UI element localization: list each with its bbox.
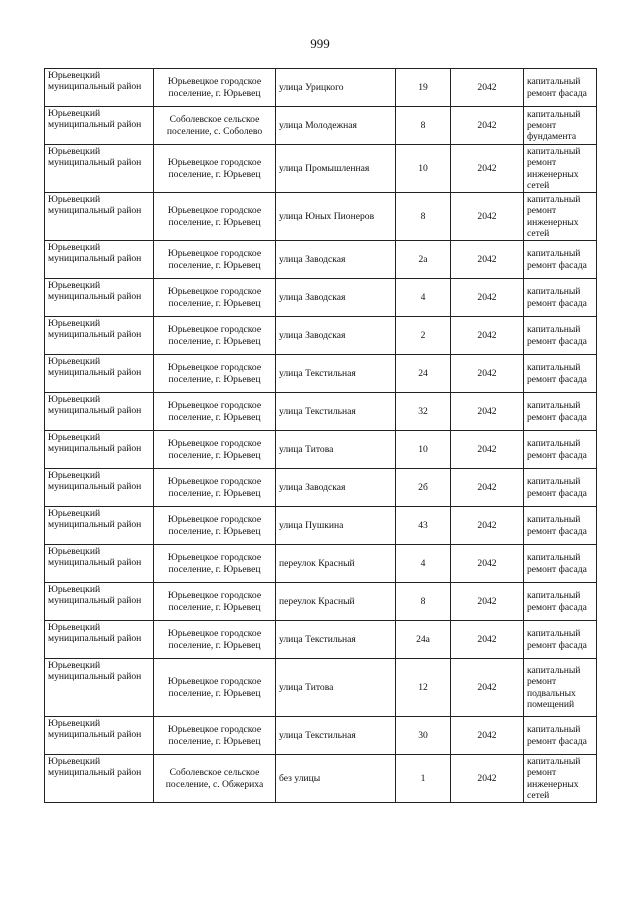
house-number-cell: 2б xyxy=(396,469,451,507)
house-number-cell: 8 xyxy=(396,193,451,241)
street-cell: улица Текстильная xyxy=(276,717,396,755)
page-number: 999 xyxy=(310,36,330,51)
year-cell: 2042 xyxy=(451,717,524,755)
table-row xyxy=(45,717,597,755)
work-type-cell: капитальный ремонт фасада xyxy=(524,355,597,393)
house-number-cell: 32 xyxy=(396,393,451,431)
settlement-cell: Юрьевецкое городское поселение, г. Юрьевец xyxy=(154,145,276,193)
district-cell: Юрьевецкий муниципальный район xyxy=(45,621,154,659)
settlement-cell: Юрьевецкое городское поселение, г. Юрьевец xyxy=(154,69,276,107)
district-cell: Юрьевецкий муниципальный район xyxy=(45,107,154,145)
year-cell: 2042 xyxy=(451,145,524,193)
work-type-cell: капитальный ремонт фасада xyxy=(524,545,597,583)
settlement-cell: Юрьевецкое городское поселение, г. Юрьевец xyxy=(154,545,276,583)
work-type-cell: капитальный ремонт подвальных помещений xyxy=(524,659,597,717)
district-cell: Юрьевецкий муниципальный район xyxy=(45,659,154,717)
work-type-cell: капитальный ремонт фасада xyxy=(524,621,597,659)
year-cell: 2042 xyxy=(451,69,524,107)
work-type-cell: капитальный ремонт фасада xyxy=(524,431,597,469)
table-row xyxy=(45,507,597,545)
settlement-cell: Юрьевецкое городское поселение, г. Юрьевец xyxy=(154,355,276,393)
district-cell: Юрьевецкий муниципальный район xyxy=(45,69,154,107)
street-cell: улица Текстильная xyxy=(276,393,396,431)
settlement-cell: Юрьевецкое городское поселение, г. Юрьевец xyxy=(154,193,276,241)
district-cell: Юрьевецкий муниципальный район xyxy=(45,241,154,279)
house-number-cell: 43 xyxy=(396,507,451,545)
table-row xyxy=(45,545,597,583)
year-cell: 2042 xyxy=(451,469,524,507)
district-cell: Юрьевецкий муниципальный район xyxy=(45,193,154,241)
work-type-cell: капитальный ремонт фасада xyxy=(524,69,597,107)
year-cell: 2042 xyxy=(451,621,524,659)
work-type-cell: капитальный ремонт фасада xyxy=(524,393,597,431)
street-cell: улица Титова xyxy=(276,659,396,717)
year-cell: 2042 xyxy=(451,317,524,355)
year-cell: 2042 xyxy=(451,583,524,621)
table-row xyxy=(45,279,597,317)
street-cell: улица Текстильная xyxy=(276,621,396,659)
street-cell: улица Текстильная xyxy=(276,355,396,393)
settlement-cell: Юрьевецкое городское поселение, г. Юрьевец xyxy=(154,431,276,469)
table-row xyxy=(45,193,597,241)
district-cell: Юрьевецкий муниципальный район xyxy=(45,431,154,469)
settlement-cell: Юрьевецкое городское поселение, г. Юрьевец xyxy=(154,717,276,755)
work-type-cell: капитальный ремонт фасада xyxy=(524,469,597,507)
work-type-cell: капитальный ремонт инженерных сетей xyxy=(524,755,597,803)
house-number-cell: 30 xyxy=(396,717,451,755)
street-cell: без улицы xyxy=(276,755,396,803)
house-number-cell: 2а xyxy=(396,241,451,279)
house-number-cell: 4 xyxy=(396,545,451,583)
year-cell: 2042 xyxy=(451,107,524,145)
street-cell: улица Титова xyxy=(276,431,396,469)
year-cell: 2042 xyxy=(451,279,524,317)
table-row xyxy=(45,69,597,107)
settlement-cell: Юрьевецкое городское поселение, г. Юрьевец xyxy=(154,659,276,717)
table-row xyxy=(45,621,597,659)
table-row xyxy=(45,659,597,717)
settlement-cell: Юрьевецкое городское поселение, г. Юрьевец xyxy=(154,507,276,545)
district-cell: Юрьевецкий муниципальный район xyxy=(45,145,154,193)
table-row xyxy=(45,431,597,469)
street-cell: переулок Красный xyxy=(276,583,396,621)
street-cell: улица Заводская xyxy=(276,317,396,355)
year-cell: 2042 xyxy=(451,507,524,545)
district-cell: Юрьевецкий муниципальный район xyxy=(45,279,154,317)
district-cell: Юрьевецкий муниципальный район xyxy=(45,507,154,545)
house-number-cell: 10 xyxy=(396,145,451,193)
year-cell: 2042 xyxy=(451,659,524,717)
house-number-cell: 8 xyxy=(396,583,451,621)
house-number-cell: 2 xyxy=(396,317,451,355)
district-cell: Юрьевецкий муниципальный район xyxy=(45,545,154,583)
table-row xyxy=(45,469,597,507)
street-cell: переулок Красный xyxy=(276,545,396,583)
work-type-cell: капитальный ремонт фасада xyxy=(524,717,597,755)
table-row xyxy=(45,355,597,393)
year-cell: 2042 xyxy=(451,755,524,803)
repair-schedule-table xyxy=(44,68,597,803)
street-cell: улица Заводская xyxy=(276,469,396,507)
street-cell: улица Молодежная xyxy=(276,107,396,145)
house-number-cell: 12 xyxy=(396,659,451,717)
house-number-cell: 24а xyxy=(396,621,451,659)
street-cell: улица Юных Пионеров xyxy=(276,193,396,241)
settlement-cell: Юрьевецкое городское поселение, г. Юрьевец xyxy=(154,393,276,431)
district-cell: Юрьевецкий муниципальный район xyxy=(45,355,154,393)
house-number-cell: 24 xyxy=(396,355,451,393)
district-cell: Юрьевецкий муниципальный район xyxy=(45,717,154,755)
settlement-cell: Юрьевецкое городское поселение, г. Юрьевец xyxy=(154,279,276,317)
house-number-cell: 4 xyxy=(396,279,451,317)
settlement-cell: Юрьевецкое городское поселение, г. Юрьевец xyxy=(154,241,276,279)
street-cell: улица Урицкого xyxy=(276,69,396,107)
settlement-cell: Юрьевецкое городское поселение, г. Юрьевец xyxy=(154,317,276,355)
district-cell: Юрьевецкий муниципальный район xyxy=(45,755,154,803)
table-row xyxy=(45,755,597,803)
street-cell: улица Заводская xyxy=(276,279,396,317)
work-type-cell: капитальный ремонт фасада xyxy=(524,583,597,621)
work-type-cell: капитальный ремонт фундамента xyxy=(524,107,597,145)
district-cell: Юрьевецкий муниципальный район xyxy=(45,317,154,355)
settlement-cell: Юрьевецкое городское поселение, г. Юрьевец xyxy=(154,469,276,507)
house-number-cell: 19 xyxy=(396,69,451,107)
street-cell: улица Заводская xyxy=(276,241,396,279)
work-type-cell: капитальный ремонт фасада xyxy=(524,279,597,317)
work-type-cell: капитальный ремонт инженерных сетей xyxy=(524,145,597,193)
settlement-cell: Юрьевецкое городское поселение, г. Юрьевец xyxy=(154,583,276,621)
street-cell: улица Пушкина xyxy=(276,507,396,545)
year-cell: 2042 xyxy=(451,545,524,583)
settlement-cell: Юрьевецкое городское поселение, г. Юрьевец xyxy=(154,621,276,659)
year-cell: 2042 xyxy=(451,241,524,279)
work-type-cell: капитальный ремонт фасада xyxy=(524,317,597,355)
district-cell: Юрьевецкий муниципальный район xyxy=(45,469,154,507)
table-row xyxy=(45,393,597,431)
year-cell: 2042 xyxy=(451,393,524,431)
settlement-cell: Соболевское сельское поселение, с. Соболево xyxy=(154,107,276,145)
year-cell: 2042 xyxy=(451,431,524,469)
work-type-cell: капитальный ремонт фасада xyxy=(524,241,597,279)
house-number-cell: 10 xyxy=(396,431,451,469)
year-cell: 2042 xyxy=(451,193,524,241)
house-number-cell: 1 xyxy=(396,755,451,803)
street-cell: улица Промышленная xyxy=(276,145,396,193)
district-cell: Юрьевецкий муниципальный район xyxy=(45,393,154,431)
table-row xyxy=(45,317,597,355)
table-row xyxy=(45,241,597,279)
table-row xyxy=(45,107,597,145)
work-type-cell: капитальный ремонт инженерных сетей xyxy=(524,193,597,241)
house-number-cell: 8 xyxy=(396,107,451,145)
table-row xyxy=(45,583,597,621)
table-row xyxy=(45,145,597,193)
work-type-cell: капитальный ремонт фасада xyxy=(524,507,597,545)
district-cell: Юрьевецкий муниципальный район xyxy=(45,583,154,621)
settlement-cell: Соболевское сельское поселение, с. Обжериха xyxy=(154,755,276,803)
year-cell: 2042 xyxy=(451,355,524,393)
